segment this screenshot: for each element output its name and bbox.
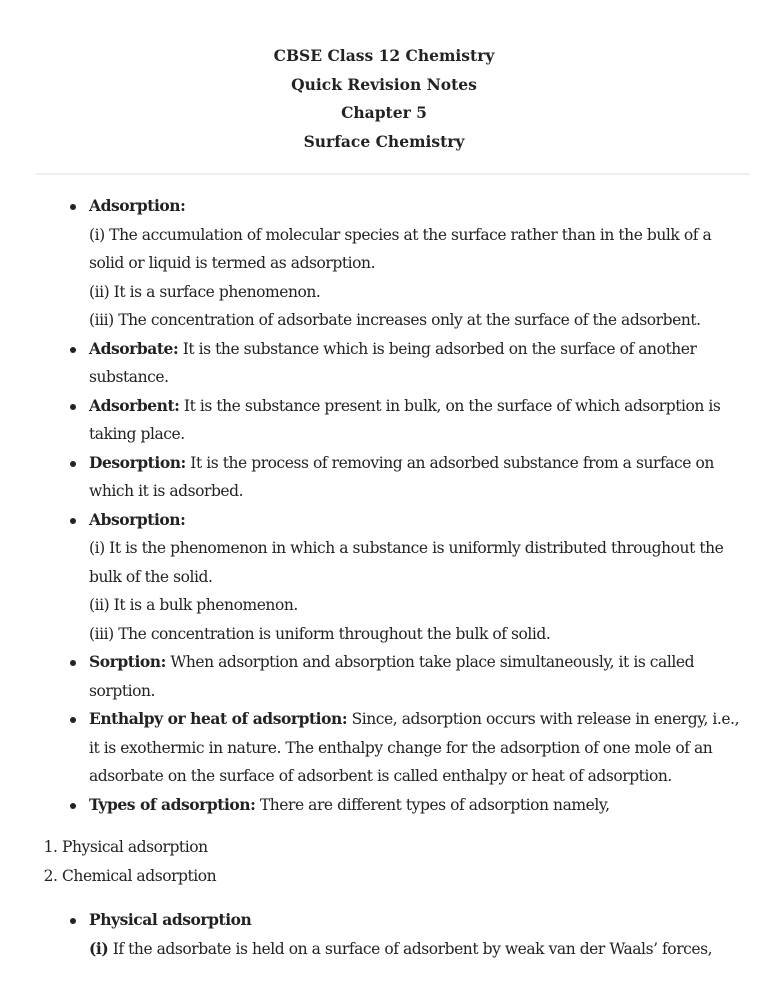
term: Absorption: [89,509,186,529]
adsorption-types-list [0,833,768,890]
definition: Since, adsorption occurs with release in energy, i.e., it is exothermic in nature. The enthalpy change for the adsorption of one mole of an adsorbate on the surface of adsorbent is called enthalpy or heat of adsorption. [89,710,740,785]
definition: It is the substance which is being adsorbed on the surface of another substance. [89,339,697,386]
term: Enthalpy or heat of adsorption: [89,709,348,728]
sub-point: (ii) It is a bulk phenomenon. [89,596,298,614]
sub-point [89,935,748,964]
definition: It is the substance present in bulk, on the surface of which adsorption is taking place. [89,396,721,443]
sub-point: (iii) The concentration is uniform throughout the bulk of solid. [89,624,551,643]
header-chapter-title: Surface Chemistry [303,131,465,151]
definition: It is the process of removing an adsorbed substance from a surface on which it is adsorbed. [89,453,714,500]
header-divider [36,173,750,175]
term: Adsorption: [89,196,186,215]
header-course: CBSE Class 12 Chemistry [273,46,495,65]
list-item-absorption [89,506,768,649]
list-item-adsorption [89,192,768,335]
list-item-sorption [89,648,768,705]
term: Adsorbate: [89,338,179,358]
sub-point: (ii) It is a surface phenomenon. [89,282,321,301]
header-subtitle: Quick Revision Notes [291,74,477,94]
physical-adsorption-list [0,906,768,963]
point-text: If the adsorbate is held on a surface of adsorbent by weak van der Waals’ forces, [108,939,713,958]
term: Desorption: [89,452,186,472]
list-item-desorption [89,449,768,506]
term: Types of adsorption: [89,794,256,814]
list-item-adsorbent [89,392,768,449]
type-item: 1. Physical adsorption [62,833,768,862]
sub-point: (i) The accumulation of molecular species at the surface rather than in the bulk of a solid or liquid is termed as adsorption. [89,225,712,272]
definition: There are different types of adsorption namely, [255,795,610,814]
list-item-physical-adsorption [89,906,768,963]
term: Adsorbent: [89,395,180,415]
document-header [0,0,768,156]
term: Sorption: [89,652,166,671]
header-chapter: Chapter 5 [341,103,427,122]
sub-point: (i) It is the phenomenon in which a substance is uniformly distributed throughout the bulk of the solid. [89,539,724,586]
point-label: (i) [89,938,109,958]
definitions-list [0,192,768,819]
list-item-adsorbate [89,335,768,392]
list-item-enthalpy [89,705,768,791]
type-item: 2. Chemical adsorption [62,862,768,891]
definition: When adsorption and absorption take place simultaneously, it is called sorption. [89,653,695,700]
list-item-types [89,791,768,820]
sub-point: (iii) The concentration of adsorbate increases only at the surface of the adsorbent. [89,311,701,329]
term: Physical adsorption [89,910,252,929]
